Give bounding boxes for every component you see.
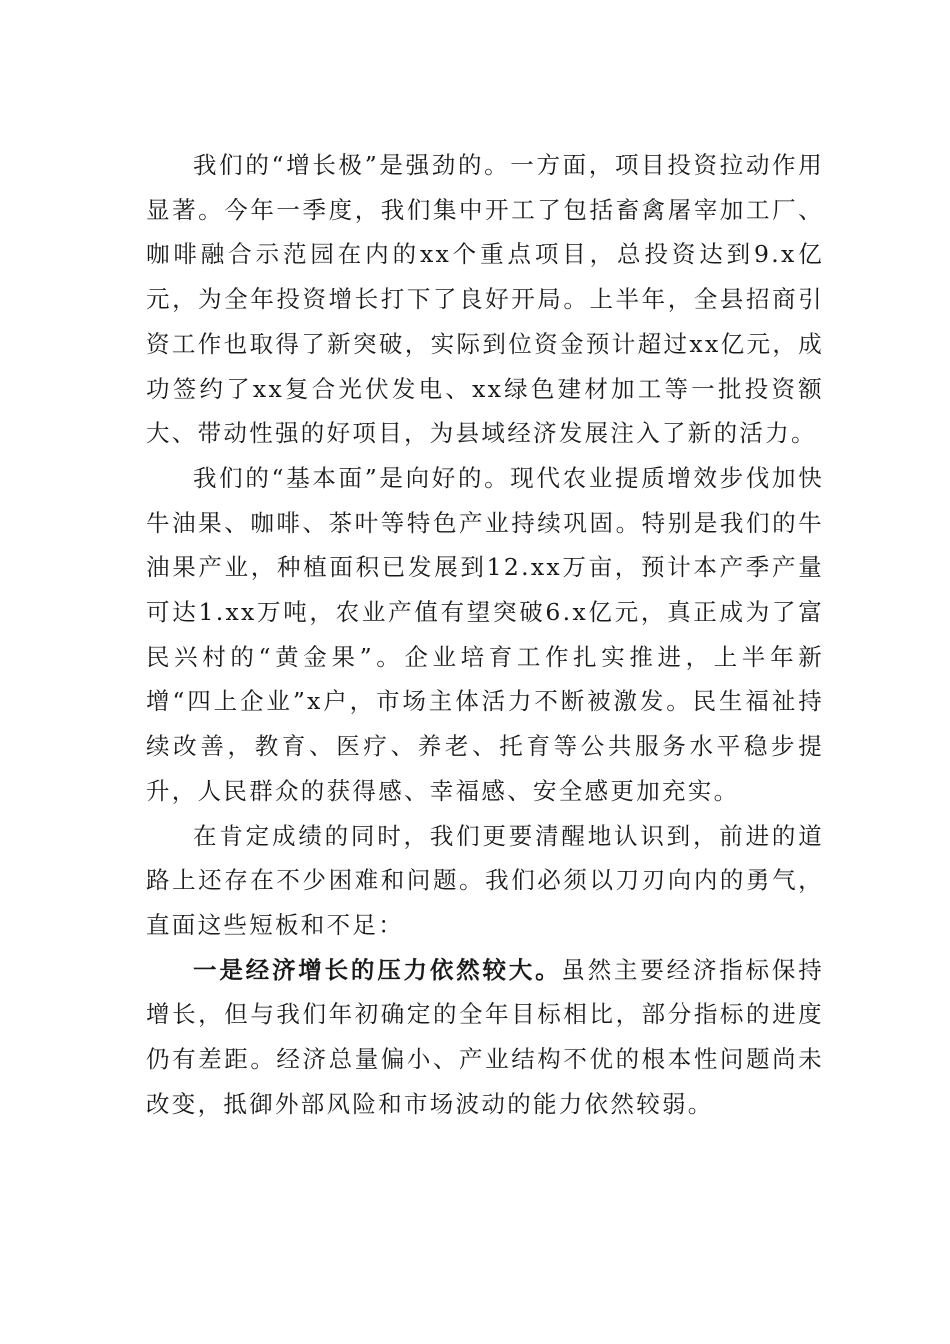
paragraph-growth-pole: 我们的“增长极”是强劲的。一方面，项目投资拉动作用显著。今年一季度，我们集中开工了包括畜禽屠宰加工厂、咖啡融合示范园在内的xx个重点项目，总投资达到9.x亿元，为全年投资增长打下了良好开局。上半年，全县招商引资工作也取得了新突破，实际到位资金预计超过xx亿元，成功签约了xx复合光伏发电、xx绿色建材加工等一批投资额大、带动性强的好项目，为县域经济发展注入了新的活力。 <box>146 151 824 448</box>
document-body <box>146 143 824 1126</box>
problem-one-heading: 一是经济增长的压力依然较大。 <box>193 955 562 984</box>
paragraph-fundamentals: 我们的“基本面”是向好的。现代农业提质增效步伐加快牛油果、咖啡、茶叶等特色产业持续巩固。特别是我们的牛油果产业，种植面积已发展到12.xx万亩，预计本产季产量可达1.xx万吨，农业产值有望突破6.x亿元，真正成为了富民兴村的“黄金果”。企业培育工作扎实推进，上半年新增“四上企业”x户，市场主体活力不断被激发。民生福祉持续改善，教育、医疗、养老、托育等公共服务水平稳步提升，人民群众的获得感、幸福感、安全感更加充实。 <box>146 463 824 805</box>
problem-one-body: 虽然主要经济指标保持增长，但与我们年初确定的全年目标相比，部分指标的进度仍有差距。经济总量偏小、产业结构不优的根本性问题尚未改变，抵御外部风险和市场波动的能力依然较弱。 <box>146 955 825 1118</box>
paragraph-problem-one <box>146 948 824 1127</box>
paragraph-problems-intro: 在肯定成绩的同时，我们更要清醒地认识到，前进的道路上还存在不少困难和问题。我们必须以刀刃向内的勇气，直面这些短板和不足： <box>146 821 824 939</box>
